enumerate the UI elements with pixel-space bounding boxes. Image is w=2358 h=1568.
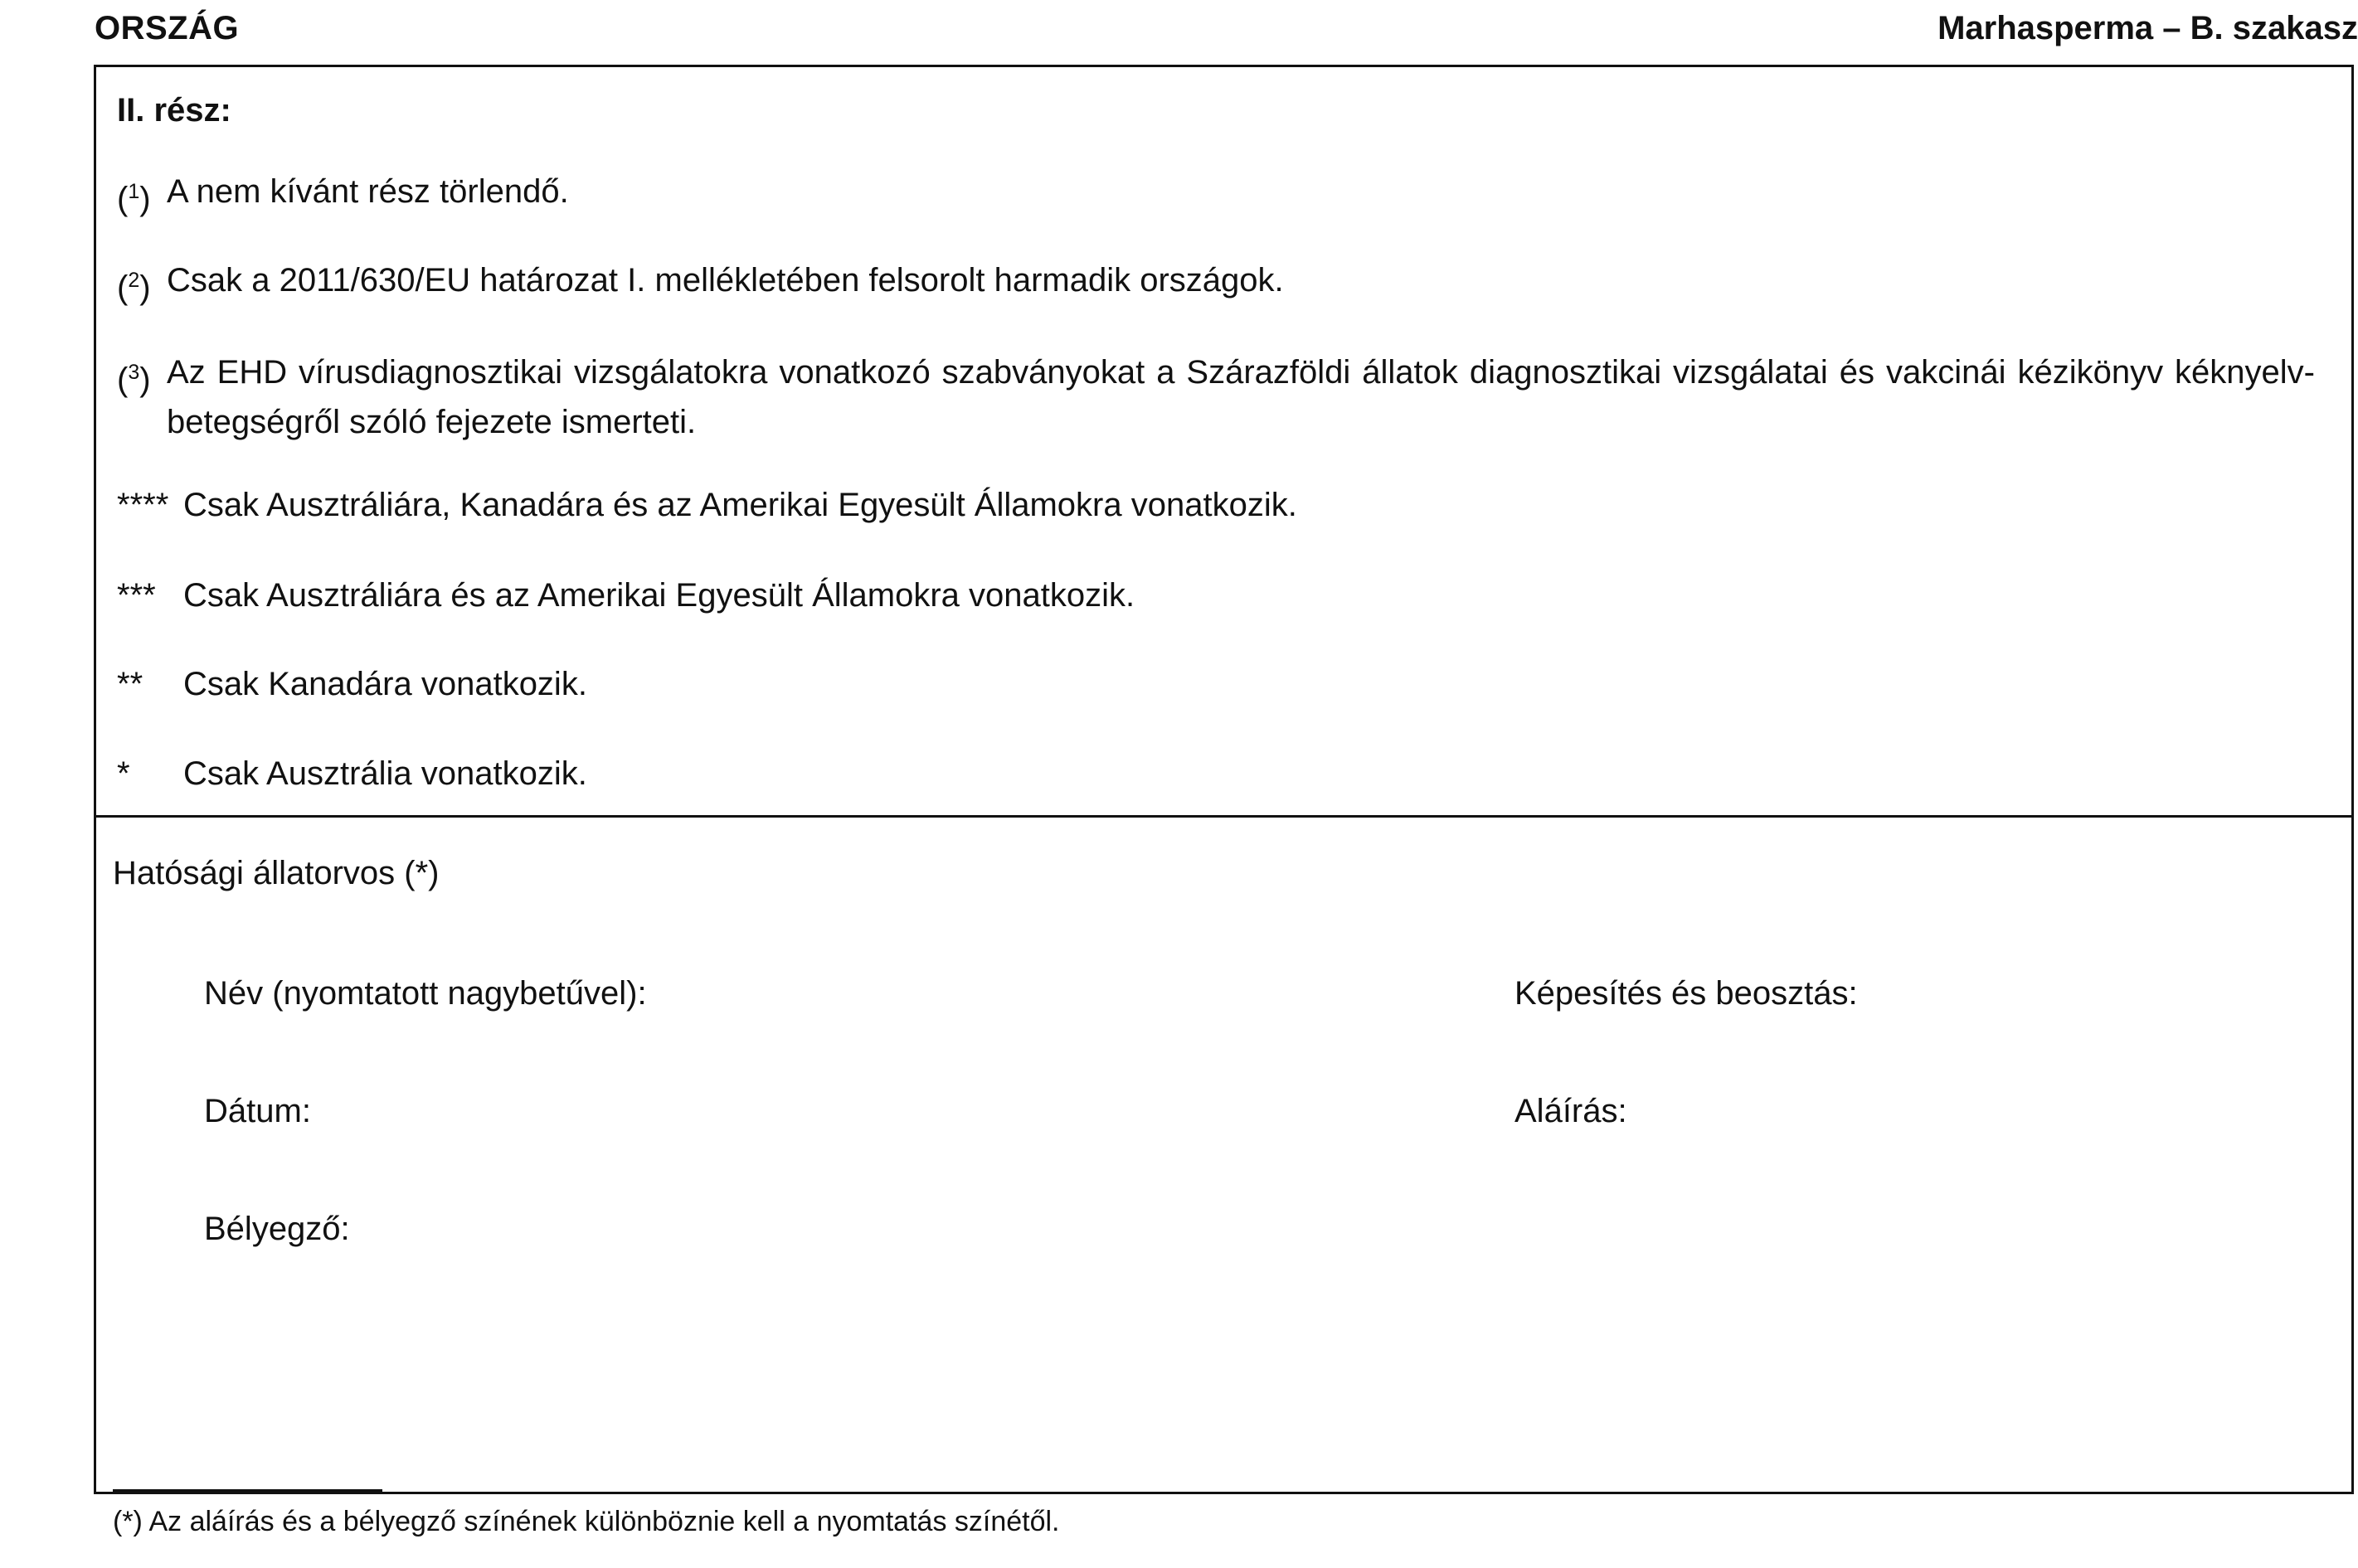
signature-field-label: Aláírás: bbox=[1514, 1093, 1627, 1129]
footnote: (*) Az aláírás és a bélyegző színének különböznie kell a nyomtatás színétől. bbox=[113, 1506, 1060, 1537]
note-mark: ($^1$) bbox=[117, 180, 151, 217]
note-text: A nem kívánt rész törlendő. bbox=[167, 173, 569, 210]
footnote-divider bbox=[113, 1489, 382, 1492]
note-2 bbox=[117, 255, 2315, 305]
country-label: ORSZÁG bbox=[95, 10, 240, 46]
part-two-title: II. rész: bbox=[117, 92, 231, 129]
note-mark: * bbox=[117, 755, 130, 792]
note-mark: **** bbox=[117, 487, 169, 523]
qualification-field-label: Képesítés és beosztás: bbox=[1514, 975, 1858, 1012]
note-1 bbox=[117, 167, 2315, 216]
star-note-4 bbox=[117, 480, 2315, 530]
name-field-label: Név (nyomtatott nagybetűvel): bbox=[204, 975, 647, 1012]
part-two-notes bbox=[96, 67, 2351, 818]
note-text: Csak Ausztráliára és az Amerikai Egyesült Államokra vonatkozik. bbox=[183, 577, 1135, 614]
note-text: Csak Ausztrália vonatkozik. bbox=[183, 755, 587, 792]
stamp-field-label: Bélyegző: bbox=[204, 1211, 350, 1247]
official-veterinarian-title: Hatósági állatorvos (*) bbox=[113, 855, 440, 891]
note-mark: ** bbox=[117, 666, 143, 702]
note-mark: ($^3$) bbox=[117, 361, 151, 398]
note-text: Csak Ausztráliára, Kanadára és az Amerikai Egyesült Államokra vonatkozik. bbox=[183, 487, 1297, 523]
note-mark: *** bbox=[117, 577, 156, 614]
note-text: Csak Kanadára vonatkozik. bbox=[183, 666, 587, 702]
note-3 bbox=[117, 347, 2315, 447]
official-veterinarian-section bbox=[96, 818, 2351, 1537]
star-note-3 bbox=[117, 570, 2315, 620]
section-title: Marhasperma – B. szakasz bbox=[1937, 10, 2358, 46]
star-note-2 bbox=[117, 659, 2315, 709]
note-text: Az EHD vírusdiagnosztikai vizsgálatokra vonatkozó szabványokat a Szárazföldi állatok diagnosztikai vizsgálatai és vakcinái kézikönyv kéknyelv-betegségről szóló fejezete ismerteti. bbox=[167, 354, 2315, 440]
note-text: Csak a 2011/630/EU határozat I. mellékletében felsorolt harmadik országok. bbox=[167, 262, 1284, 299]
star-note-1 bbox=[117, 749, 2315, 799]
date-field-label: Dátum: bbox=[204, 1093, 311, 1129]
note-mark: ($^2$) bbox=[117, 269, 151, 306]
certificate-frame bbox=[94, 65, 2354, 1537]
